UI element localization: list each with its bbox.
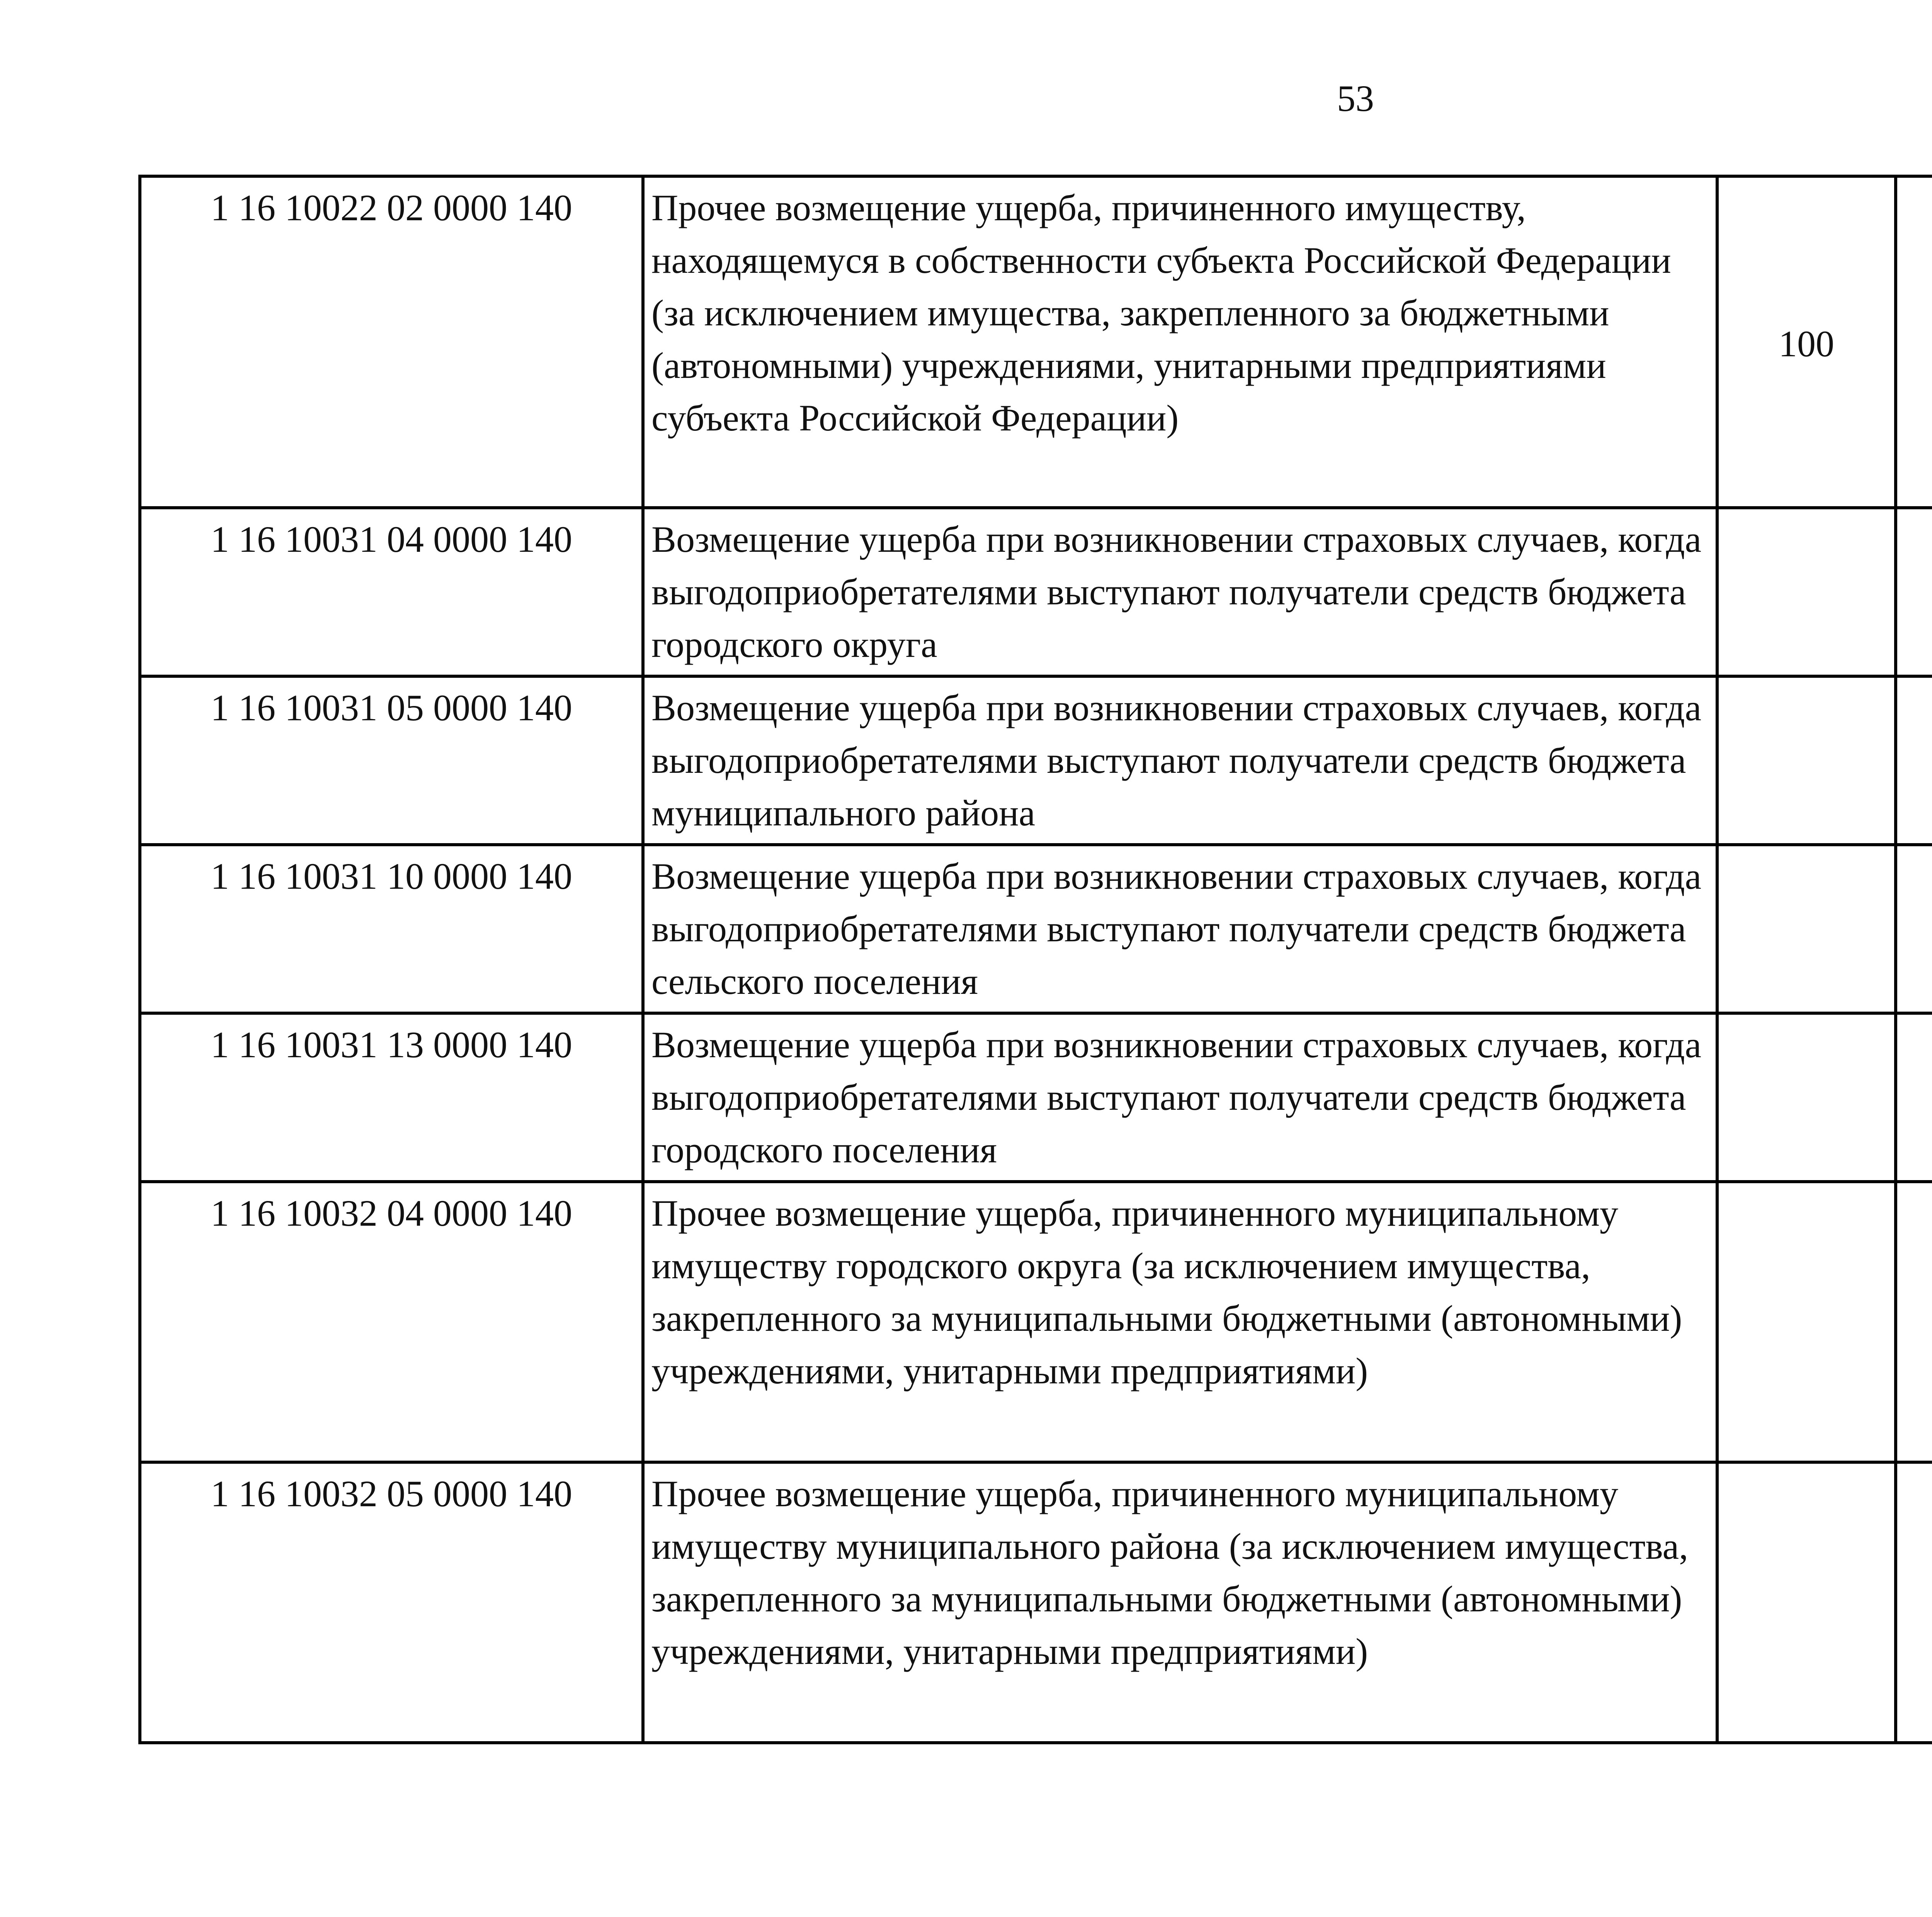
percent-cell bbox=[1717, 1182, 1896, 1462]
table-row bbox=[140, 1462, 1932, 1743]
page-number: 53 bbox=[1337, 78, 1374, 119]
revenue-description-cell: Прочее возмещение ущерба, причиненного муниципальному имуществу городского округа (за исключением имущества, закрепленного за муниципальными бюджетными (автономными) учреждениями, унитарными предприятиями) bbox=[643, 1182, 1717, 1462]
percent-cell bbox=[1896, 676, 1932, 845]
revenue-code-cell: 1 16 10031 13 0000 140 bbox=[140, 1013, 643, 1182]
revenue-description-cell: Возмещение ущерба при возникновении страховых случаев, когда выгодоприобретателями выступают получатели средств бюджета городского поселения bbox=[643, 1013, 1717, 1182]
percent-cell bbox=[1896, 176, 1932, 508]
percent-cell: 100 bbox=[1717, 176, 1896, 508]
revenue-code-cell: 1 16 10031 10 0000 140 bbox=[140, 845, 643, 1013]
table-row bbox=[140, 1013, 1932, 1182]
revenue-description-cell: Возмещение ущерба при возникновении страховых случаев, когда выгодоприобретателями выступают получатели средств бюджета муниципального района bbox=[643, 676, 1717, 845]
percent-cell bbox=[1717, 1462, 1896, 1743]
revenue-code-cell: 1 16 10031 04 0000 140 bbox=[140, 508, 643, 676]
budget-revenue-table bbox=[138, 175, 1932, 1744]
percent-cell bbox=[1896, 1182, 1932, 1462]
percent-cell bbox=[1717, 508, 1896, 676]
table-row bbox=[140, 1182, 1932, 1462]
revenue-description-cell: Прочее возмещение ущерба, причиненного имуществу, находящемуся в собственности субъекта Российской Федерации (за исключением имущества, закрепленного за бюджетными (автономными) учреждениями, унитарными предприятиями субъекта Российской Федерации) bbox=[643, 176, 1717, 508]
percent-cell bbox=[1896, 1462, 1932, 1743]
table-row bbox=[140, 508, 1932, 676]
percent-cell bbox=[1717, 845, 1896, 1013]
percent-cell bbox=[1896, 1013, 1932, 1182]
revenue-code-cell: 1 16 10032 05 0000 140 bbox=[140, 1462, 643, 1743]
percent-cell bbox=[1896, 508, 1932, 676]
percent-cell bbox=[1896, 845, 1932, 1013]
revenue-description-cell: Возмещение ущерба при возникновении страховых случаев, когда выгодоприобретателями выступают получатели средств бюджета городского округа bbox=[643, 508, 1717, 676]
revenue-description-cell: Прочее возмещение ущерба, причиненного муниципальному имуществу муниципального района (за исключением имущества, закрепленного за муниципальными бюджетными (автономными) учреждениями, унитарными предприятиями) bbox=[643, 1462, 1717, 1743]
revenue-description-cell: Возмещение ущерба при возникновении страховых случаев, когда выгодоприобретателями выступают получатели средств бюджета сельского поселения bbox=[643, 845, 1717, 1013]
revenue-code-cell: 1 16 10031 05 0000 140 bbox=[140, 676, 643, 845]
table-row bbox=[140, 176, 1932, 508]
revenue-code-cell: 1 16 10032 04 0000 140 bbox=[140, 1182, 643, 1462]
revenue-code-cell: 1 16 10022 02 0000 140 bbox=[140, 176, 643, 508]
table-row bbox=[140, 845, 1932, 1013]
percent-cell bbox=[1717, 676, 1896, 845]
percent-cell bbox=[1717, 1013, 1896, 1182]
table-row bbox=[140, 676, 1932, 845]
